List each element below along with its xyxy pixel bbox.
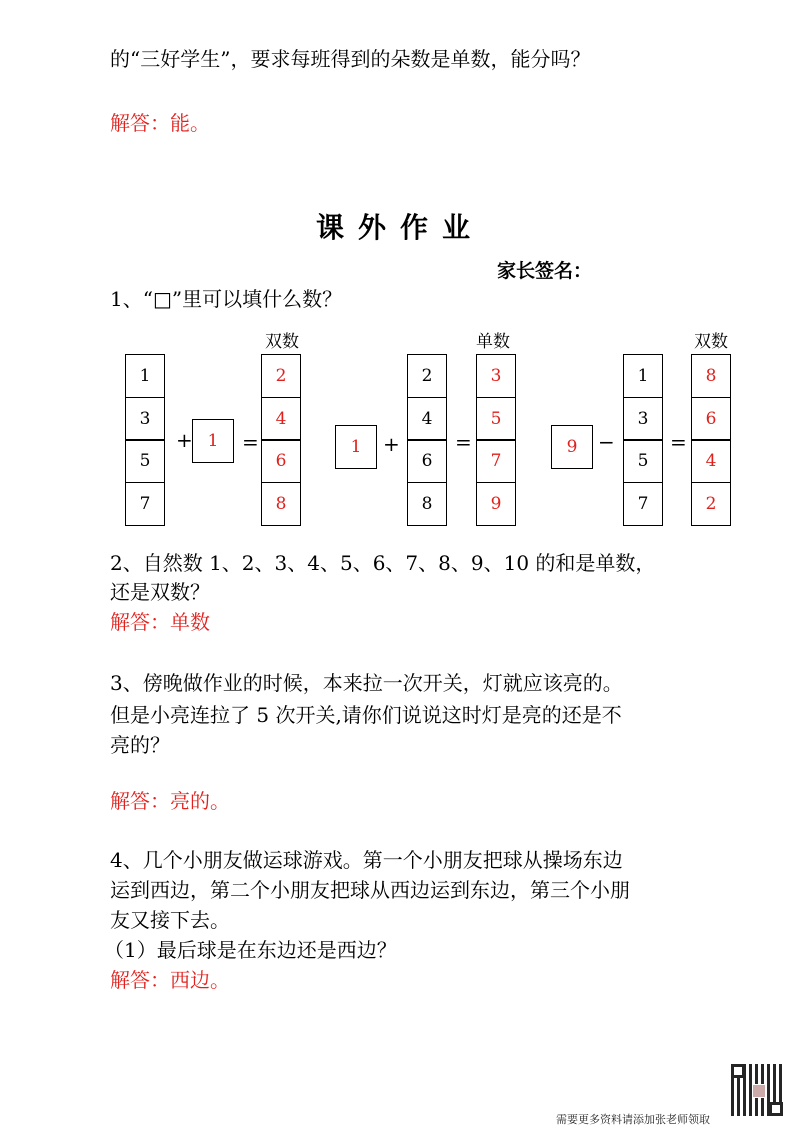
group1-left-column (125, 354, 165, 526)
intro-answer: 解答：能。 (110, 111, 210, 135)
avatar (752, 1084, 766, 1098)
q3-answer: 解答：亮的。 (110, 789, 230, 813)
page-title: 课外作业 (316, 211, 485, 244)
q2-answer: 解答：单数 (110, 610, 210, 634)
footer-note: 需要更多资料请添加张老师领取 (556, 1113, 710, 1126)
group1-left-cell: 3 (125, 397, 165, 441)
group2-header: 单数 (476, 332, 510, 352)
q3-line-2: 但是小亮连拉了 5 次开关,请你们说说这时灯是亮的还是不 (110, 703, 622, 727)
q4-sub-question: （1）最后球是在东边还是西边？ (104, 938, 397, 962)
group2-result-cell: 9 (476, 482, 516, 526)
group2-middle-cell: 2 (407, 354, 447, 398)
group2-answer-box: 1 (335, 425, 377, 469)
parent-signature-label: 家长签名： (497, 260, 593, 282)
q4-line-2: 运到西边，第二个小朋友把球从西边运到东边，第三个小朋 (110, 878, 630, 902)
group1-left-cell: 5 (125, 439, 165, 483)
group3-middle-cell: 3 (623, 397, 663, 441)
group3-middle-column (623, 354, 663, 526)
group3-middle-cell: 7 (623, 482, 663, 526)
group1-header: 双数 (265, 332, 299, 352)
q4-line-3: 友又接下去。 (110, 908, 230, 932)
group1-result-cell: 4 (261, 397, 301, 441)
intro-text: 的“三好学生”，要求每班得到的朵数是单数，能分吗？ (110, 47, 591, 71)
q4-answer: 解答：西边。 (110, 968, 230, 992)
group1-left-cell: 1 (125, 354, 165, 398)
group2-result-column (476, 354, 516, 526)
group3-minus: − (598, 430, 615, 454)
group2-result-cell: 5 (476, 397, 516, 441)
group2-middle-cell: 6 (407, 439, 447, 483)
group1-left-cell: 7 (125, 482, 165, 526)
group2-equals: = (455, 430, 472, 454)
group2-middle-column (407, 354, 447, 526)
group3-middle-cell: 5 (623, 439, 663, 483)
q3-line-1: 3、傍晚做作业的时候，本来拉一次开关，灯就应该亮的。 (110, 671, 623, 695)
group3-answer-box: 9 (551, 425, 593, 469)
group3-header: 双数 (694, 332, 728, 352)
group2-result-cell: 7 (476, 439, 516, 483)
group3-equals: = (670, 430, 687, 454)
q2-line-2: 还是双数？ (110, 580, 210, 604)
group2-middle-cell: 4 (407, 397, 447, 441)
group3-result-column (691, 354, 731, 526)
group3-result-cell: 4 (691, 439, 731, 483)
group2-plus: + (383, 432, 400, 456)
q2-line-1: 2、自然数 1、2、3、4、5、6、7、8、9、10 的和是单数， (110, 551, 656, 575)
group2-middle-cell: 8 (407, 482, 447, 526)
group2-result-cell: 3 (476, 354, 516, 398)
group1-result-cell: 2 (261, 354, 301, 398)
group1-answer-box: 1 (192, 419, 234, 463)
group1-equals: = (242, 430, 259, 454)
group1-result-column (261, 354, 301, 526)
q1-text: 1、“□”里可以填什么数？ (110, 287, 343, 311)
group3-middle-cell: 1 (623, 354, 663, 398)
group3-result-cell: 8 (691, 354, 731, 398)
group1-result-cell: 6 (261, 439, 301, 483)
group3-result-cell: 6 (691, 397, 731, 441)
q4-line-1: 4、几个小朋友做运球游戏。第一个小朋友把球从操场东边 (110, 848, 623, 872)
group3-result-cell: 2 (691, 482, 731, 526)
q3-line-3: 亮的？ (110, 733, 170, 757)
group1-plus: + (176, 428, 193, 452)
group1-result-cell: 8 (261, 482, 301, 526)
